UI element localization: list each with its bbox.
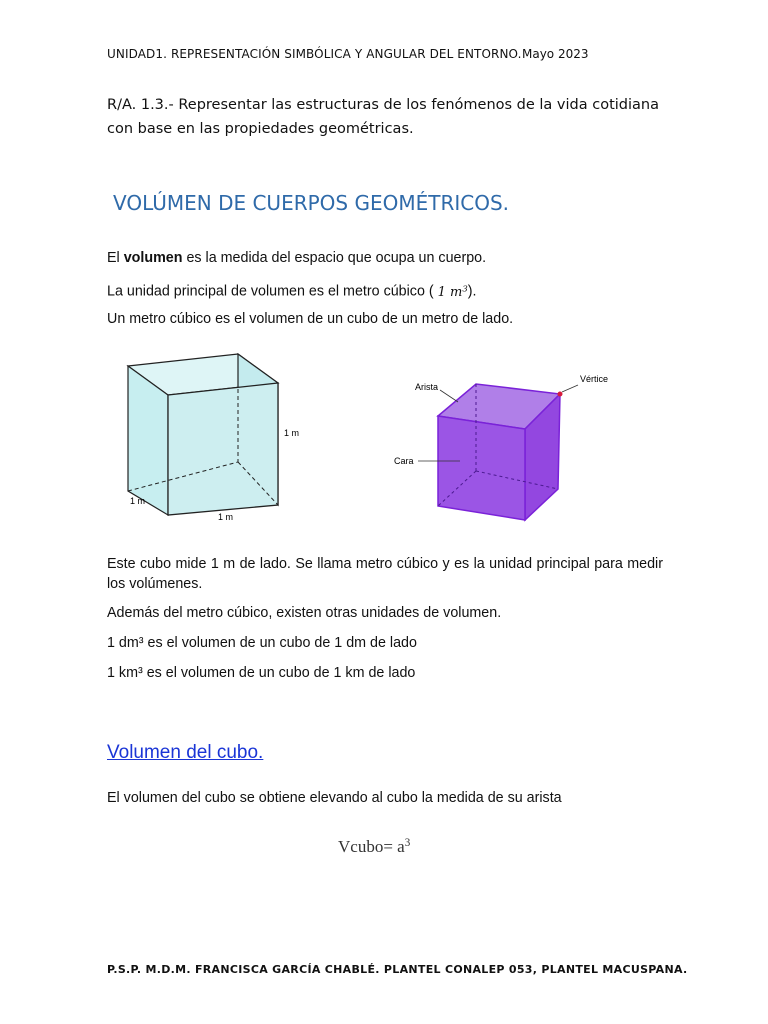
label-arista: Arista [415, 382, 439, 392]
label-height: 1 m [284, 428, 300, 438]
cubic-meter-diagram [112, 350, 312, 525]
paragraph-cube-side: Este cubo mide 1 m de lado. Se llama metro cúbico y es la unidad principal para medir los volúmenes. [107, 556, 663, 592]
paragraph-volume-definition: El volumen es la medida del espacio que ocupa un cuerpo. [107, 250, 487, 266]
bold-term-volumen: volumen [123, 250, 183, 266]
label-cara: Cara [394, 456, 414, 466]
cube-parts-diagram [388, 368, 628, 528]
vertex-dot [558, 392, 563, 397]
paragraph-other-units: Además del metro cúbico, existen otras unidades de volumen. [107, 605, 502, 621]
label-width: 1 m [218, 512, 234, 522]
edge-pointer [440, 390, 458, 402]
paragraph-cubic-meter: Un metro cúbico es el volumen de un cubo de un metro de lado. [107, 311, 514, 327]
vertex-pointer [562, 385, 578, 392]
paragraph-cube-volume: El volumen del cubo se obtiene elevando al cubo la medida de su arista [107, 790, 562, 806]
learning-objective: R/A. 1.3.- Representar las estructuras de los fenómenos de la vida cotidiana con base en las propiedades geométricas. [107, 97, 659, 137]
footer-author: P.S.P. M.D.M. FRANCISCA GARCÍA CHABLÉ. PLANTEL CONALEP 053, PLANTEL MACUSPANA. [107, 963, 688, 976]
label-depth: 1 m [130, 496, 146, 506]
math-1m3: 1 $m^3$ [437, 283, 468, 300]
paragraph-km3: 1 km³ es el volumen de un cubo de 1 km de lado [107, 665, 416, 681]
section-title: VOLÚMEN DE CUERPOS GEOMÉTRICOS. [113, 191, 509, 215]
paragraph-dm3: 1 dm³ es el volumen de un cubo de 1 dm de lado [107, 635, 417, 651]
label-vertice: Vértice [580, 374, 609, 384]
paragraph-main-unit: La unidad principal de volumen es el metro cúbico ( 1 $m^3$). [107, 283, 477, 300]
header-date: Mayo 2023 [522, 47, 589, 61]
header-unit: UNIDAD1. REPRESENTACIÓN SIMBÓLICA Y ANGULAR DEL ENTORNO. [107, 47, 522, 61]
cube-volume-formula: Vcubo= $a^3$ [338, 837, 411, 857]
cube-volume-heading: Volumen del cubo. [107, 742, 264, 763]
